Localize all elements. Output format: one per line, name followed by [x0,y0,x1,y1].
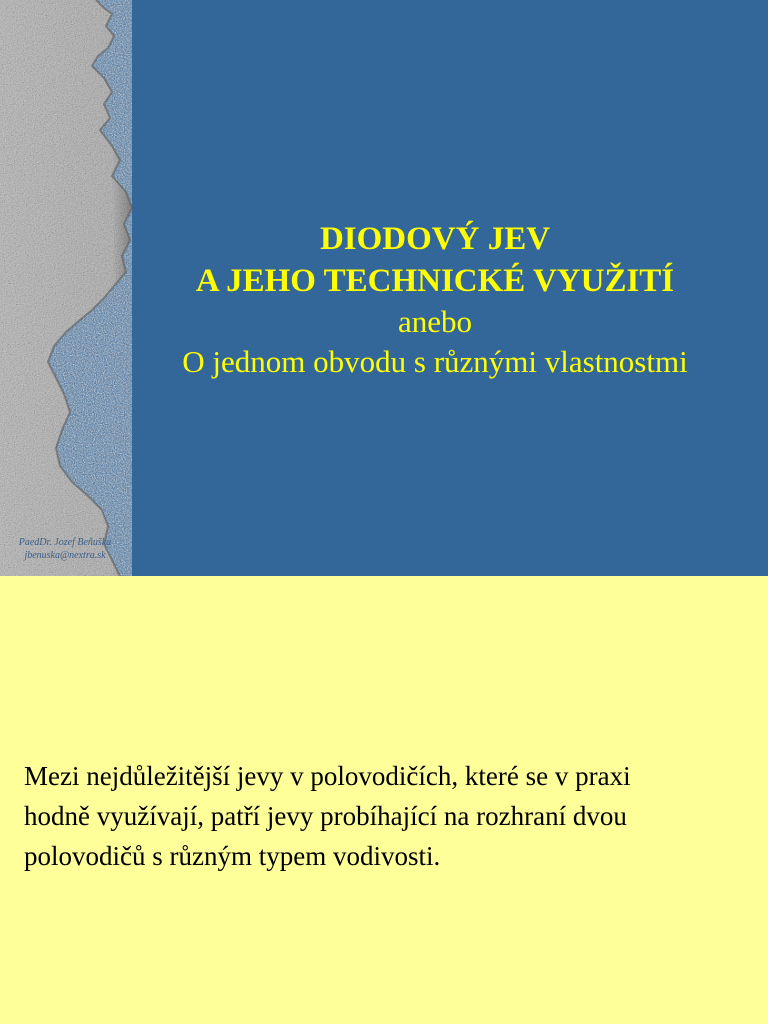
body-line-1: Mezi nejdůležitější jevy v polovodičích, které se v praxi [24,761,631,791]
subtitle-line-2: O jednom obvodu s různými vlastnostmi [182,344,688,379]
subtitle-line-1: anebo [397,304,473,339]
author-credit [10,536,120,562]
granite-texture-edge [0,0,140,576]
body-line-2: hodně využívají, patří jevy probíhající na rozhraní dvou [24,801,627,831]
author-name: PaedDr. Jozef Beňuška [18,537,112,548]
title-block [130,218,740,382]
author-email: jbenuska@nextra.sk [24,550,106,561]
title-line-1: DIODOVÝ JEV [319,221,551,257]
body-paragraph [24,756,754,876]
title-line-2: A JEHO TECHNICKÉ VYUŽITÍ [195,263,675,299]
text-slide [0,576,768,1024]
body-line-3: polovodičů s různým typem vodivosti. [24,841,441,871]
